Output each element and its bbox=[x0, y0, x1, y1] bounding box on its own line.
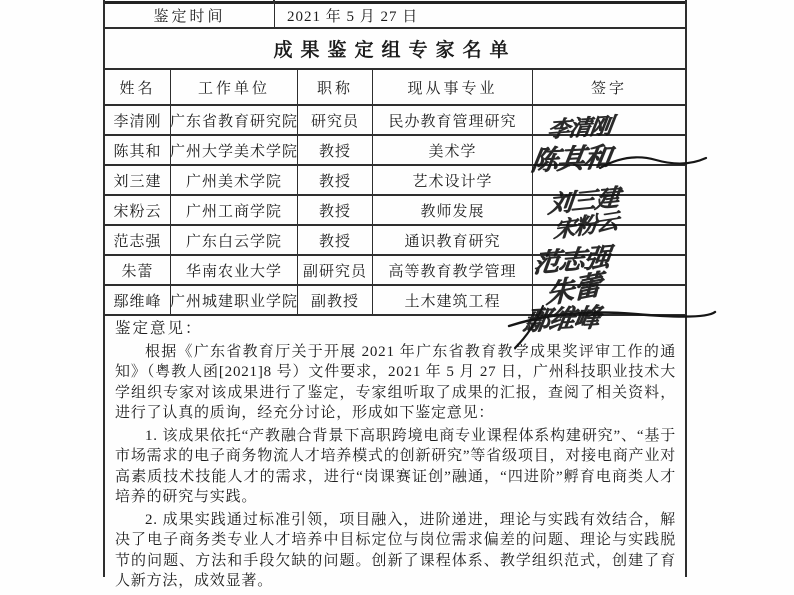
opinion-paragraph: 2. 成果实践通过标准引领，项目融入，进阶递进，理论与实践有效结合，解决了电子商务类专业人才培养中目标定位与岗位需求偏差的问题、理论与实践脱节的问题、方法和手段欠缺的问题。创新了课程体系、教学组织范式，创建了育人新方法，成效显著。 bbox=[115, 511, 676, 589]
expert-unit: 广州工商学院 bbox=[171, 196, 298, 224]
signature-liusanjian: 刘三建 bbox=[546, 182, 620, 219]
header-unit: 工作单位 bbox=[171, 70, 298, 104]
appraisal-opinion-section bbox=[105, 316, 685, 589]
expert-title: 教授 bbox=[298, 226, 373, 254]
expert-field: 教师发展 bbox=[373, 196, 533, 224]
experts-header-row bbox=[105, 70, 685, 106]
appraisal-time-value: 2021 年 5 月 27 日 bbox=[287, 9, 419, 25]
cell-divider bbox=[273, 0, 275, 4]
signature-chenqihe: 陈其和 bbox=[528, 141, 613, 178]
expert-field: 通识教育研究 bbox=[373, 226, 533, 254]
expert-field: 土木建筑工程 bbox=[373, 286, 533, 314]
expert-unit: 广州城建职业学院 bbox=[171, 286, 298, 314]
expert-title: 教授 bbox=[298, 166, 373, 194]
header-name: 姓名 bbox=[105, 70, 171, 104]
expert-name: 朱蕾 bbox=[105, 256, 171, 284]
opinion-label: 鉴定意见： bbox=[115, 320, 203, 337]
signature-yanweifeng: 鄢维峰 bbox=[520, 303, 602, 337]
expert-title: 教授 bbox=[298, 196, 373, 224]
expert-title: 副研究员 bbox=[298, 256, 373, 284]
expert-title: 研究员 bbox=[298, 106, 373, 134]
expert-field: 民办教育管理研究 bbox=[373, 106, 533, 134]
signature-tail-stroke bbox=[598, 148, 713, 174]
signature-fanzhiqiang: 范志强 bbox=[531, 242, 612, 280]
expert-name: 刘三建 bbox=[105, 166, 171, 194]
table-top-partial-row bbox=[105, 0, 685, 4]
expert-name: 陈其和 bbox=[105, 136, 171, 164]
expert-unit: 华南农业大学 bbox=[171, 256, 298, 284]
opinion-paragraph: 1. 该成果依托“产教融合背景下高职跨境电商专业课程体系构建研究”、“基于市场需求的电子商务物流人才培养模式的创新研究”等省级项目，对接电商产业对高素质技术技能人才的需求，进行“岗课赛证创”融通，“四进阶”孵育电商类人才培养的研究与实践。 bbox=[115, 427, 676, 505]
expert-name: 鄢维峰 bbox=[105, 286, 171, 314]
header-title: 职称 bbox=[298, 70, 373, 104]
appraisal-time-label: 鉴定时间 bbox=[105, 4, 275, 27]
signature-liqinggang: 李清刚 bbox=[545, 112, 614, 144]
header-field: 现从事专业 bbox=[373, 70, 533, 104]
expert-title: 副教授 bbox=[298, 286, 373, 314]
expert-unit: 广州美术学院 bbox=[171, 166, 298, 194]
expert-field: 美术学 bbox=[373, 136, 533, 164]
appraisal-time-row bbox=[105, 4, 685, 29]
signature-zhulei: 朱蕾 bbox=[545, 268, 601, 311]
expert-unit: 广东白云学院 bbox=[171, 226, 298, 254]
header-signature: 签字 bbox=[590, 80, 627, 97]
section-title-row bbox=[105, 29, 685, 70]
expert-unit: 广州大学美术学院 bbox=[171, 136, 298, 164]
expert-name: 范志强 bbox=[105, 226, 171, 254]
expert-field: 艺术设计学 bbox=[373, 166, 533, 194]
expert-unit: 广东省教育研究院 bbox=[171, 106, 298, 134]
expert-name: 李清刚 bbox=[105, 106, 171, 134]
section-title: 成果鉴定组专家名单 bbox=[273, 40, 517, 61]
expert-title: 教授 bbox=[298, 136, 373, 164]
signature-songfenyun: 宋粉云 bbox=[552, 208, 619, 244]
expert-name: 宋粉云 bbox=[105, 196, 171, 224]
expert-field: 高等教育教学管理 bbox=[373, 256, 533, 284]
opinion-paragraph: 根据《广东省教育厅关于开展 2021 年广东省教育教学成果奖评审工作的通知》（粤教人函[2021]8 号）文件要求，2021 年 5 月 27 日，广州科技职业技术大学组织专家对该成果进行了鉴定，专家组听取了成果的汇报，查阅了相关资料，进行了认真的质询，经充分讨论，形成如下鉴定意见： bbox=[115, 343, 676, 421]
